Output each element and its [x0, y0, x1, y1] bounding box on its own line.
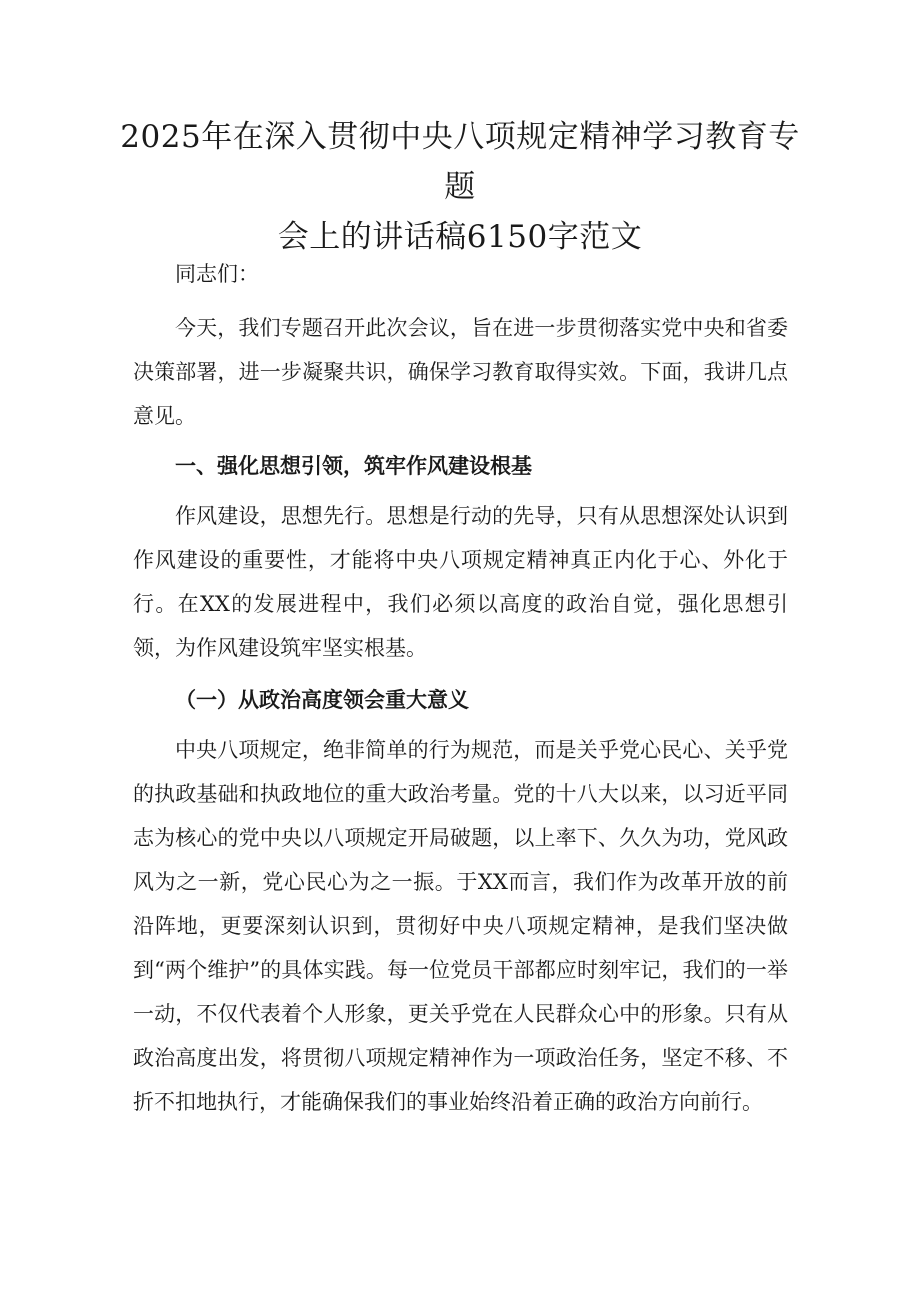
- section-paragraph-1: 作风建设，思想先行。思想是行动的先导，只有从思想深处认识到作风建设的重要性，才能将中央八项规定精神真正内化于心、外化于行。在XX的发展进程中，我们必须以高度的政治自觉，强化思想引领，为作风建设筑牢坚实根基。: [133, 504, 788, 660]
- salutation: 同志们：: [175, 262, 259, 286]
- subsection-paragraph-1: 中央八项规定，绝非简单的行为规范，而是关乎党心民心、关乎党的执政基础和执政地位的重大政治考量。党的十八大以来，以习近平同志为核心的党中央以八项规定开局破题，以上率下、久久为功，党风政风为之一新，党心民心为之一振。于XX而言，我们作为改革开放的前沿阵地，更要深刻认识到，贯彻好中央八项规定精神，是我们坚决做到“两个维护”的具体实践。每一位党员干部都应时刻牢记，我们的一举一动，不仅代表着个人形象，更关乎党在人民群众心中的形象。只有从政治高度出发，将贯彻八项规定精神作为一项政治任务，坚定不移、不折不扣地执行，才能确保我们的事业始终沿着正确的政治方向前行。: [133, 738, 788, 1114]
- title-line-2: 会上的讲话稿6150字范文: [277, 219, 643, 255]
- document-title: [110, 112, 810, 262]
- intro-paragraph: 今天，我们专题召开此次会议，旨在进一步贯彻落实党中央和省委决策部署，进一步凝聚共识，确保学习教育取得实效。下面，我讲几点意见。: [133, 316, 788, 428]
- subsection-heading-1: （一）从政治高度领会重大意义: [175, 687, 469, 712]
- section-heading-1: 一、强化思想引领，筑牢作风建设根基: [175, 453, 532, 478]
- document-body: [133, 252, 788, 1124]
- title-line-1: 2025年在深入贯彻中央八项规定精神学习教育专题: [120, 119, 800, 205]
